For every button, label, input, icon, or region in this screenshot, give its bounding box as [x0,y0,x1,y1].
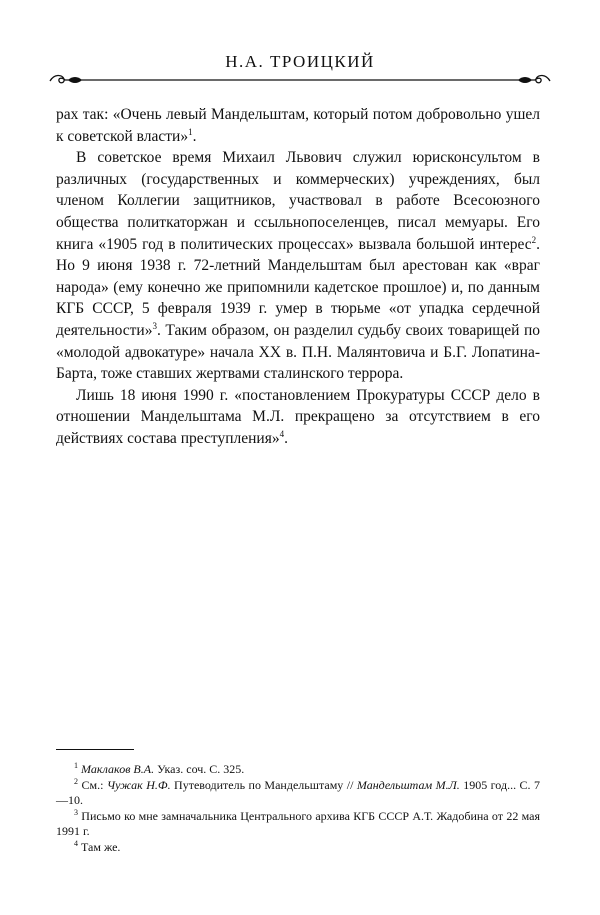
footnote-1: $^1$ Маклаков В.А. Указ. соч. С. 325. [74,761,245,776]
paragraph-1: рах так: «Очень левый Мандельштам, который потом добровольно ушел к советской власти»$^1$. [56,106,540,145]
main-text [56,104,540,450]
paragraph-2: В советское время Михаил Львович служил юрисконсультом в различных (государственных и коммерческих) учреждениях, был членом Коллегии защитников, участвовал в работе Всесоюзного общества политкаторжан и ссыльнопоселенцев, писал мемуары. Его книга «1905 год в политических процессах» вызвала большой интерес$^2$. Но 9 июня 1938 г. 72-летний Мандельштам был арестован как «враг народа» (ему конечно же припомнили кадетское прошлое) и, по данным КГБ СССР, 5 февраля 1939 г. умер в тюрьме «от упадка сердечной деятельности»$^3$. Таким образом, он разделил судьбу своих товарищей по «молодой адвокатуре» начала XX в. П.Н. Малянтовича и Б.Г. Лопатина-Барта, тоже ставших жертвами сталинского террора. [56,149,540,383]
footnote-3: $^3$ Письмо ко мне замначальника Центрального архива КГБ СССР А.Т. Жадобина от 22 мая 1991 г. [56,807,540,839]
footnote-2: $^2$ См.: Чужак Н.Ф. Путеводитель по Мандельштаму // Мандельштам М.Л. 1905 год... С. 7—10. [56,776,541,808]
footnotes [56,762,540,856]
footnote-ref-4[interactable]: 4 [279,428,285,439]
running-head-title: Н.А. ТРОИЦКИЙ [225,52,375,71]
footnote-divider [56,749,134,750]
header-ornament-rule [48,72,552,86]
footnote-ref-1[interactable]: 1 [188,126,193,137]
paragraph-3: Лишь 18 июня 1990 г. «постановлением Прокуратуры СССР дело в отношении Мандельштама М.Л. прекращено за отсутствием в его действиях состава преступления»$^4$. [56,386,540,447]
footnote-4: $^4$ Там же. [74,838,121,854]
footnote-ref-3[interactable]: 3 [152,320,157,331]
footnote-ref-2[interactable]: 2 [531,234,537,245]
